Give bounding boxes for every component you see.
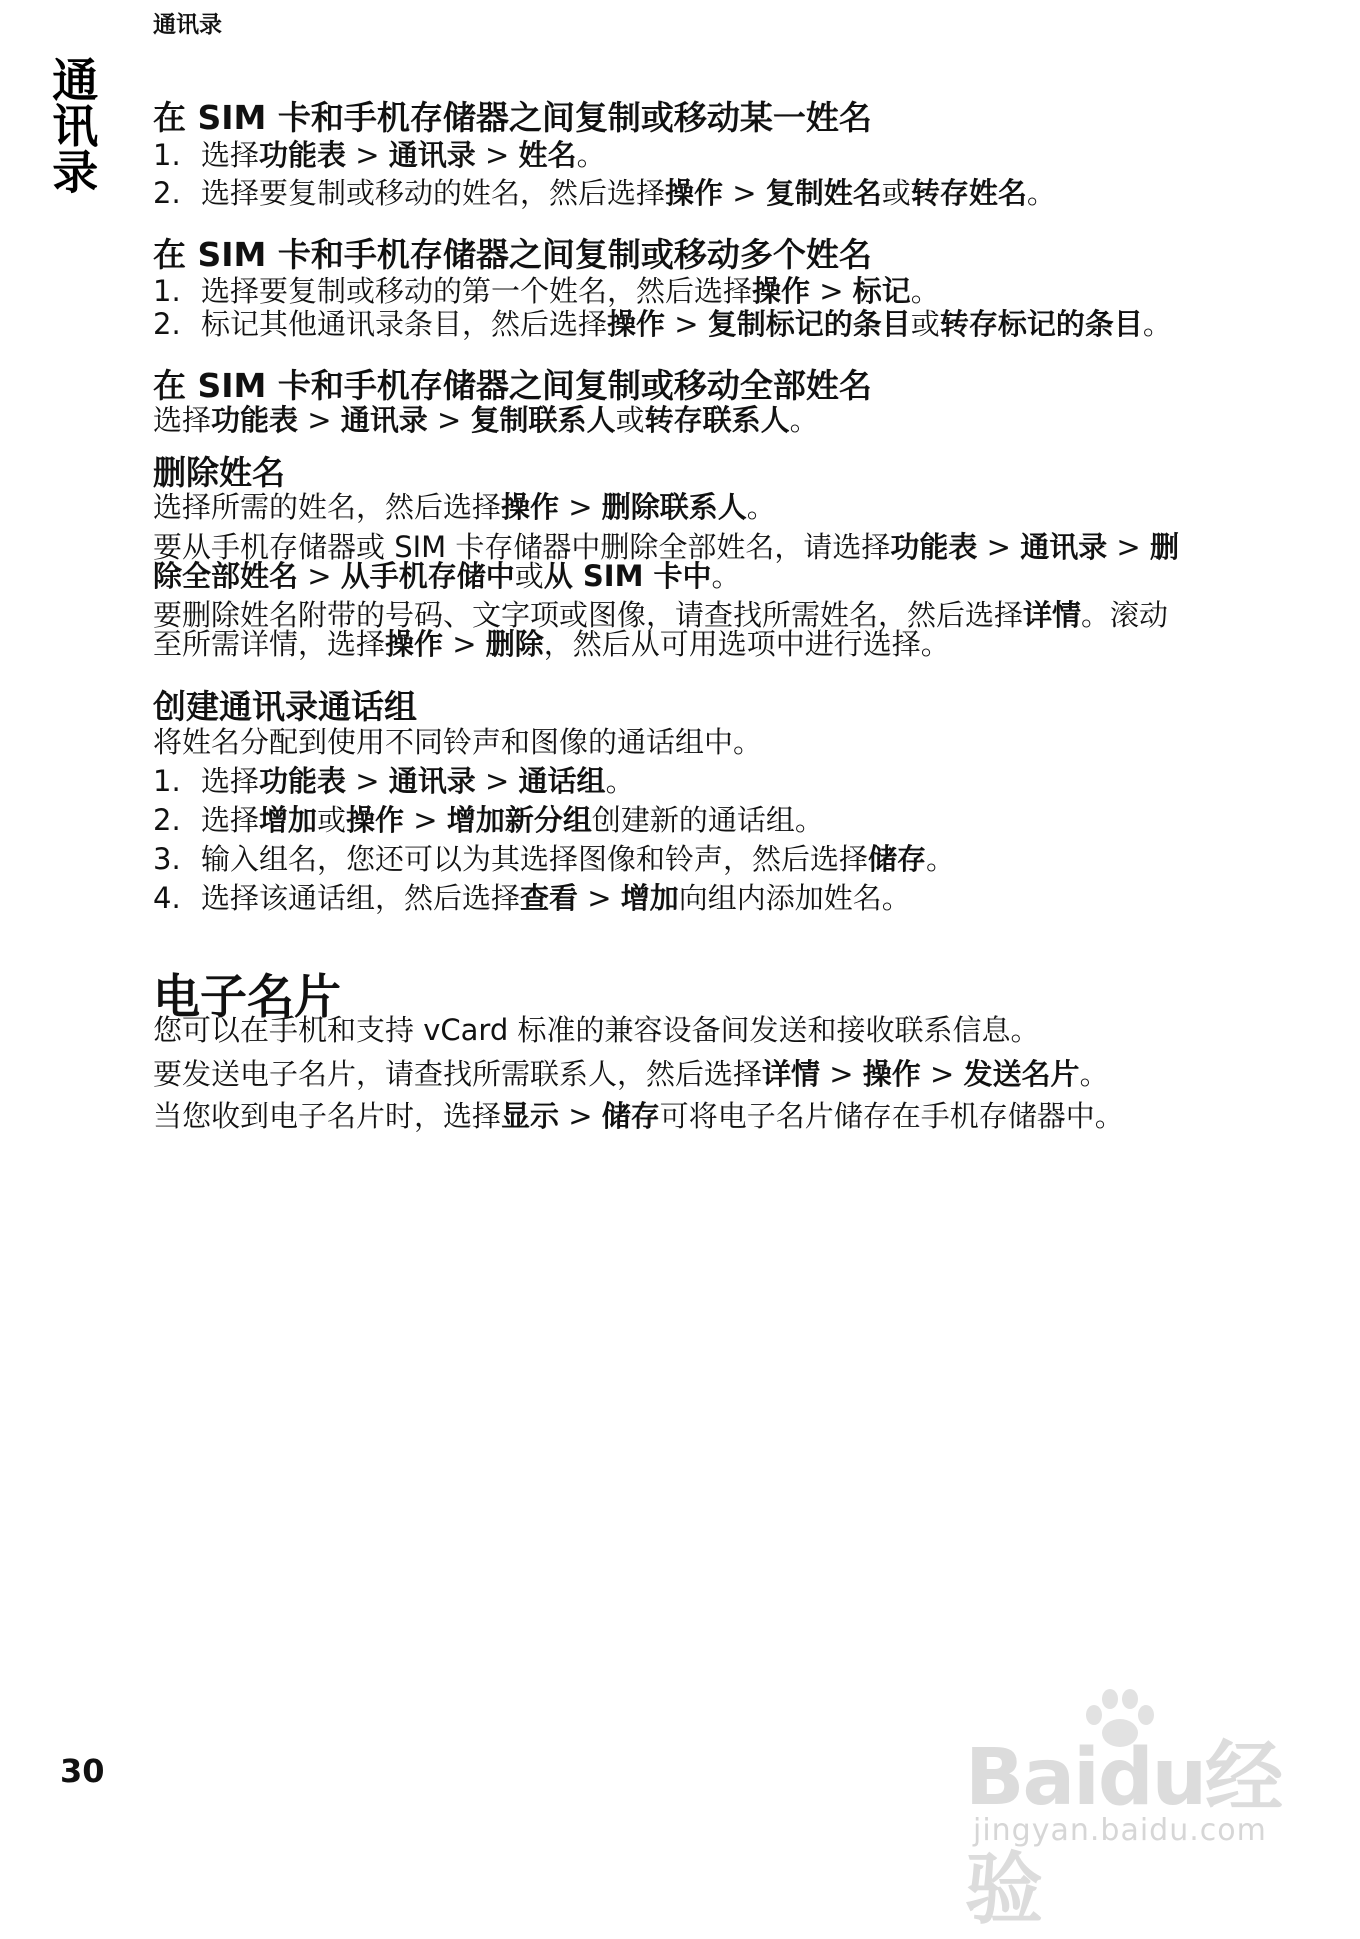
page-number: 30 (60, 1752, 105, 1790)
text-run: 向组内添加姓名。 (678, 881, 911, 915)
text-run: 标记其他通讯录条目，然后选择 (201, 307, 608, 341)
text-run: > (427, 403, 471, 437)
text-run: > (810, 274, 853, 308)
text-run: > (665, 307, 708, 341)
list-item (153, 306, 1172, 342)
menu-path-term: 转存联系人 (644, 403, 790, 437)
list-item (153, 137, 606, 173)
menu-path-term: 操作 (385, 627, 444, 661)
list-number: 3. (153, 842, 181, 876)
list-number: 4. (153, 881, 181, 915)
menu-path-term: 增加新分组 (446, 803, 592, 837)
menu-path-term: 操作 (862, 1057, 921, 1091)
text-run: > (559, 490, 602, 524)
text-run: 至所需详情，选择 (153, 627, 386, 661)
text-run: 将姓名分配到使用不同铃声和图像的通话组中。 (153, 725, 763, 759)
text-run: 。 (605, 764, 635, 798)
paragraph (153, 402, 819, 438)
chapter-heading: 电子名片 (153, 970, 341, 1025)
text-run: 或 (881, 176, 911, 210)
menu-path-term: 转存姓名 (910, 176, 1027, 210)
menu-path-term: 详情 (762, 1057, 821, 1091)
text-run: 选择 (201, 764, 260, 798)
text-run: 选择 (201, 803, 260, 837)
menu-path-term: 功能表 (259, 138, 347, 172)
text-run: 可将电子名片储存在手机存储器中。 (659, 1099, 1124, 1133)
watermark-logo: Baidu经验 (965, 1733, 1282, 1935)
text-run: > (977, 530, 1021, 564)
section-heading: 创建通讯录通话组 (153, 687, 417, 726)
text-run: 。滚动 (1081, 598, 1169, 632)
menu-path-term: 增加 (620, 881, 679, 915)
menu-path-term: 功能表 (259, 764, 347, 798)
menu-path-term: 复制姓名 (765, 176, 882, 210)
menu-path-term: 通讯录 (1020, 530, 1108, 564)
menu-path-term: 复制标记的条目 (707, 307, 911, 341)
list-number: 1. (153, 274, 181, 308)
text-run: 选择 (153, 403, 212, 437)
text-run: > (298, 559, 341, 593)
text-run: 。 (910, 274, 940, 308)
menu-path-term: 除全部姓名 (153, 559, 299, 593)
list-item (153, 273, 940, 309)
menu-path-term: 操作 (346, 803, 405, 837)
menu-path-term: 操作 (752, 274, 811, 308)
text-run: > (920, 1057, 964, 1091)
paragraph (153, 1056, 1109, 1092)
menu-path-term: 储存 (868, 842, 927, 876)
text-run: > (346, 138, 389, 172)
text-run: > (578, 881, 621, 915)
text-run: > (475, 764, 519, 798)
text-run: 或 (514, 559, 544, 593)
text-run: > (559, 1099, 602, 1133)
paragraph (153, 558, 741, 594)
list-number: 1. (153, 764, 181, 798)
menu-path-term: 操作 (501, 490, 560, 524)
list-item (153, 841, 955, 877)
menu-path-term: 功能表 (890, 530, 978, 564)
menu-path-term: 删 (1149, 530, 1179, 564)
paragraph (153, 1098, 1124, 1134)
paragraph (153, 489, 776, 525)
text-run: > (820, 1057, 863, 1091)
text-run: 创建新的通话组。 (591, 803, 824, 837)
text-run: 要删除姓名附带的号码、文字项或图像，请查找所需姓名，然后选择 (153, 598, 1024, 632)
menu-path-term: 详情 (1023, 598, 1082, 632)
list-number: 2. (153, 803, 181, 837)
menu-path-term: 通话组 (518, 764, 606, 798)
list-number: 2. (153, 176, 181, 210)
menu-path-term: 从 SIM 卡中 (543, 559, 712, 593)
text-run: 您可以在手机和支持 vCard 标准的兼容设备间发送和接收联系信息。 (153, 1013, 1040, 1047)
paragraph (153, 626, 950, 662)
text-run: 或 (615, 403, 645, 437)
text-run: > (475, 138, 519, 172)
menu-path-term: 功能表 (211, 403, 299, 437)
section-heading: 在 SIM 卡和手机存储器之间复制或移动多个姓名 (153, 235, 872, 274)
text-run: 当您收到电子名片时，选择 (153, 1099, 502, 1133)
menu-path-term: 通讯录 (388, 138, 476, 172)
text-run: 输入组名，您还可以为其选择图像和铃声，然后选择 (201, 842, 869, 876)
list-item (153, 802, 824, 838)
menu-path-term: 查看 (520, 881, 579, 915)
menu-path-term: 删除联系人 (601, 490, 747, 524)
menu-path-term: 增加 (259, 803, 318, 837)
list-number: 2. (153, 307, 181, 341)
text-run: 。 (1142, 307, 1172, 341)
text-run: ，然后从可用选项中进行选择。 (543, 627, 950, 661)
section-heading: 删除姓名 (153, 453, 285, 492)
text-run: 。 (926, 842, 956, 876)
menu-path-term: 通讯录 (340, 403, 428, 437)
watermark-url: jingyan.baidu.com (973, 1813, 1267, 1848)
text-run: 选择要复制或移动的第一个姓名，然后选择 (201, 274, 753, 308)
text-run: 。 (789, 403, 819, 437)
paragraph (153, 1012, 1039, 1048)
text-run: > (723, 176, 766, 210)
menu-path-term: 显示 (501, 1099, 560, 1133)
list-item (153, 763, 635, 799)
text-run: > (1107, 530, 1150, 564)
menu-path-term: 转存标记的条目 (939, 307, 1143, 341)
text-run: 选择要复制或移动的姓名，然后选择 (201, 176, 666, 210)
menu-path-term: 标记 (852, 274, 911, 308)
text-run: 选择该通话组，然后选择 (201, 881, 521, 915)
menu-path-term: 通讯录 (388, 764, 476, 798)
paragraph (153, 724, 762, 760)
text-run: > (298, 403, 341, 437)
side-tab-title: 通讯录 (45, 56, 100, 194)
running-header: 通讯录 (153, 12, 222, 38)
text-run: 选择所需的姓名，然后选择 (153, 490, 502, 524)
text-run: 要从手机存储器或 SIM 卡存储器中删除全部姓名，请选择 (153, 530, 891, 564)
section-heading: 在 SIM 卡和手机存储器之间复制或移动某一姓名 (153, 98, 872, 137)
text-run: 。 (746, 490, 776, 524)
text-run: 或 (317, 803, 347, 837)
text-run: > (443, 627, 486, 661)
text-run: 。 (576, 138, 606, 172)
menu-path-term: 删除 (485, 627, 544, 661)
list-number: 1. (153, 138, 181, 172)
text-run: 或 (910, 307, 940, 341)
menu-path-term: 操作 (607, 307, 666, 341)
text-run: > (404, 803, 447, 837)
text-run: > (346, 764, 389, 798)
list-item (153, 175, 1056, 211)
menu-path-term: 储存 (601, 1099, 660, 1133)
menu-path-term: 复制联系人 (470, 403, 616, 437)
text-run: 选择 (201, 138, 260, 172)
text-run: 。 (1079, 1057, 1109, 1091)
section-heading: 在 SIM 卡和手机存储器之间复制或移动全部姓名 (153, 366, 872, 405)
menu-path-term: 姓名 (518, 138, 577, 172)
menu-path-term: 从手机存储中 (340, 559, 515, 593)
text-run: 。 (711, 559, 741, 593)
menu-path-term: 操作 (665, 176, 724, 210)
text-run: 要发送电子名片，请查找所需联系人，然后选择 (153, 1057, 763, 1091)
text-run: 。 (1026, 176, 1056, 210)
menu-path-term: 发送名片 (963, 1057, 1080, 1091)
baidu-watermark (965, 1685, 1295, 1935)
list-item (153, 880, 911, 916)
